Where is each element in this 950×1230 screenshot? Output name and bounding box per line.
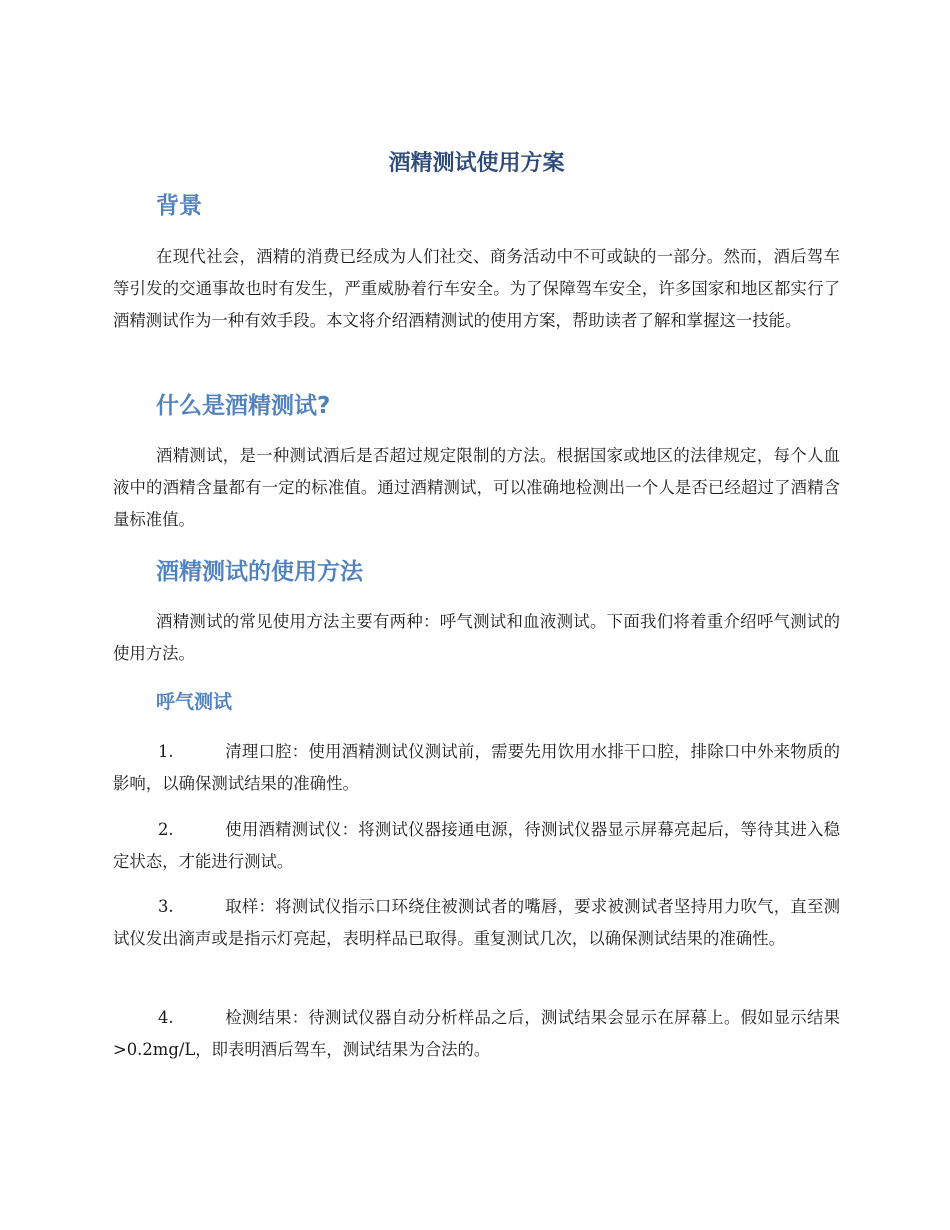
list-item-text: 检测结果：待测试仪器自动分析样品之后，测试结果会显示在屏幕上。假如显示结果>0.2mg/L，即表明酒后驾车，测试结果为合法的。 bbox=[113, 1008, 840, 1059]
paragraph-what-is: 酒精测试，是一种测试酒后是否超过规定限制的方法。根据国家或地区的法律规定，每个人血液中的酒精含量都有一定的标准值。通过酒精测试，可以准确地检测出一个人是否已经超过了酒精含量标准值。 bbox=[113, 446, 840, 529]
list-item-text: 清理口腔：使用酒精测试仪测试前，需要先用饮用水排干口腔，排除口中外来物质的影响，以确保测试结果的准确性。 bbox=[113, 742, 840, 793]
list-item bbox=[113, 736, 840, 800]
list-item bbox=[113, 1002, 840, 1066]
list-item-number: 1. bbox=[158, 742, 174, 761]
heading-background: 背景 bbox=[156, 193, 202, 219]
list-item bbox=[113, 814, 840, 878]
document-title: 酒精测试使用方案 bbox=[388, 151, 565, 176]
list-item-number: 3. bbox=[158, 897, 174, 916]
list-item-text: 取样：将测试仪指示口环绕住被测试者的嘴唇，要求被测试者坚持用力吹气，直至测试仪发出滴声或是指示灯亮起，表明样品已取得。重复测试几次，以确保测试结果的准确性。 bbox=[113, 897, 840, 948]
list-item-number: 4. bbox=[158, 1008, 174, 1027]
list-item-number: 2. bbox=[158, 820, 174, 839]
list-item bbox=[113, 891, 840, 955]
list-item-text: 使用酒精测试仪：将测试仪器接通电源，待测试仪器显示屏幕亮起后，等待其进入稳定状态，才能进行测试。 bbox=[113, 820, 840, 871]
paragraph-background: 在现代社会，酒精的消费已经成为人们社交、商务活动中不可或缺的一部分。然而，酒后驾车等引发的交通事故也时有发生，严重威胁着行车安全。为了保障驾车安全，许多国家和地区都实行了酒精测试作为一种有效手段。本文将介绍酒精测试的使用方案，帮助读者了解和掌握这一技能。 bbox=[113, 247, 840, 330]
paragraph-usage: 酒精测试的常见使用方法主要有两种：呼气测试和血液测试。下面我们将着重介绍呼气测试的使用方法。 bbox=[113, 612, 840, 663]
heading-usage: 酒精测试的使用方法 bbox=[156, 559, 363, 585]
heading-what-is: 什么是酒精测试? bbox=[156, 393, 331, 419]
heading-breath-test: 呼气测试 bbox=[156, 691, 233, 713]
